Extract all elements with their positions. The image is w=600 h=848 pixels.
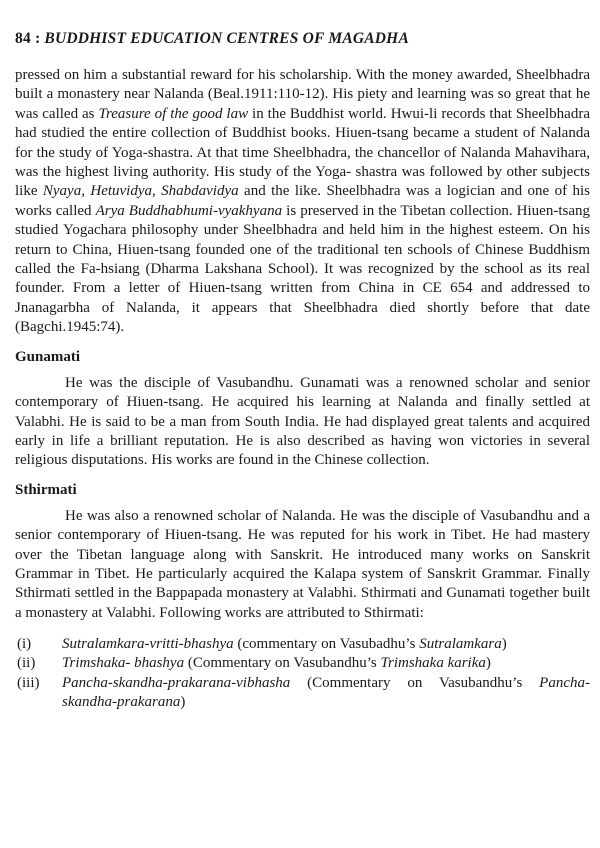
running-header [15, 30, 590, 48]
text-run: pressed on him a substantial reward for his scholarship. With the money awarded, Sheelbhadra built a monastery near Nalanda (Beal.1911:110-12). His piety and learning was so great that he was called as [15, 67, 590, 122]
list-item-number: (iii) [17, 674, 40, 691]
work-title: Sutralamkara-vritti-bhashya [62, 636, 234, 653]
page-number: 84 : [15, 30, 41, 47]
work-reference: Sutralamkara [419, 636, 502, 653]
list-item [15, 674, 590, 712]
work-reference: Pancha-skandha-prakarana [62, 674, 590, 710]
italic-term: Arya Buddhabhumi-vyakhyana [95, 202, 283, 219]
list-item-number: (i) [17, 636, 32, 653]
section-heading-gunamati: Gunamati [15, 348, 81, 365]
work-title: Trimshaka- bhashya [62, 655, 185, 672]
paragraph-sthirmati: He was also a renowned scholar of Nalanda. He was the disciple of Vasubandhu and a senior contemporary of Hiuen-tsang. He was reputed for his work in Tibet. He had mastery over the Tibetan language along with Sanskrit. He introduced many works on Sanskrit Grammar in Tibet. He particularly acquired the Kalapa system of Sanskrit Grammar. Finally Sthirmati settled in the Bappapada monastery at Valabhi. Sthirmati and Gunamati together built a monastery at Valabhi. Following works are attributed to Sthirmati: [15, 507, 590, 621]
text-run: ) [180, 693, 186, 710]
work-reference: Trimshaka karika [380, 655, 486, 672]
list-item [15, 635, 590, 654]
text-run: and the like. Sheelbhadra was a logician and one of his works called [15, 183, 590, 219]
text-run: (Commentary on Vasubandhu’s [184, 655, 381, 672]
text-run: (Commentary on Vasubandhu’s [290, 674, 540, 691]
italic-term: Treasure of the good law [98, 105, 249, 122]
book-page [15, 30, 590, 712]
list-item [15, 654, 590, 673]
text-run: in the Buddhist world. Hwui-li records that Sheelbhadra had studied the entire collection of Buddhist books. Hiuen-tsang became a student of Nalanda for the study of Yoga-shastra. At that time Sheelbhadra, the chancellor of Nalanda Mahavihara, was the highest living authority. His study of the Yoga- shastra was followed by other subjects like [15, 105, 590, 200]
list-item-number: (ii) [17, 655, 36, 672]
text-run: ) [485, 655, 491, 672]
text-run: (commentary on Vasubadhu’s [233, 636, 420, 653]
text-run: ) [501, 636, 507, 653]
paragraph-sheelbhadra-continued [15, 66, 590, 338]
works-list [15, 635, 590, 712]
paragraph-gunamati: He was the disciple of Vasubandhu. Gunamati was a renowned scholar and senior contemporary of Hiuen-tsang. He acquired his learning at Nalanda and finally settled at Valabhi. He is said to be a man from South India. He had displayed great talents and acquired early in life a brilliant reputation. He is also described as having won victories in several religious disputations. His works are found in the Chinese collection. [15, 374, 590, 469]
text-run: is preserved in the Tibetan collection. Hiuen-tsang studied Yogachara philosophy under Sheelbhadra and held him in the highest esteem. On his return to China, Hiuen-tsang founded one of the traditional ten schools of Chinese Buddhism called the Fa-hsiang (Dharma Lakshana School). It was recognized by the school as its real founder. From a letter of Hiuen-tsang written from China in CE 654 and addressed to Jnanagarbha of Nalanda, it appears that Sheelbhadra died shortly before that date (Bagchi.1945:74). [15, 202, 590, 336]
running-title: BUDDHIST EDUCATION CENTRES OF MAGADHA [44, 30, 409, 47]
italic-term: Nyaya, Hetuvidya, Shabdavidya [42, 183, 239, 200]
section-heading-sthirmati: Sthirmati [15, 481, 77, 498]
work-title: Pancha-skandha-prakarana-vibhasha [62, 674, 291, 691]
